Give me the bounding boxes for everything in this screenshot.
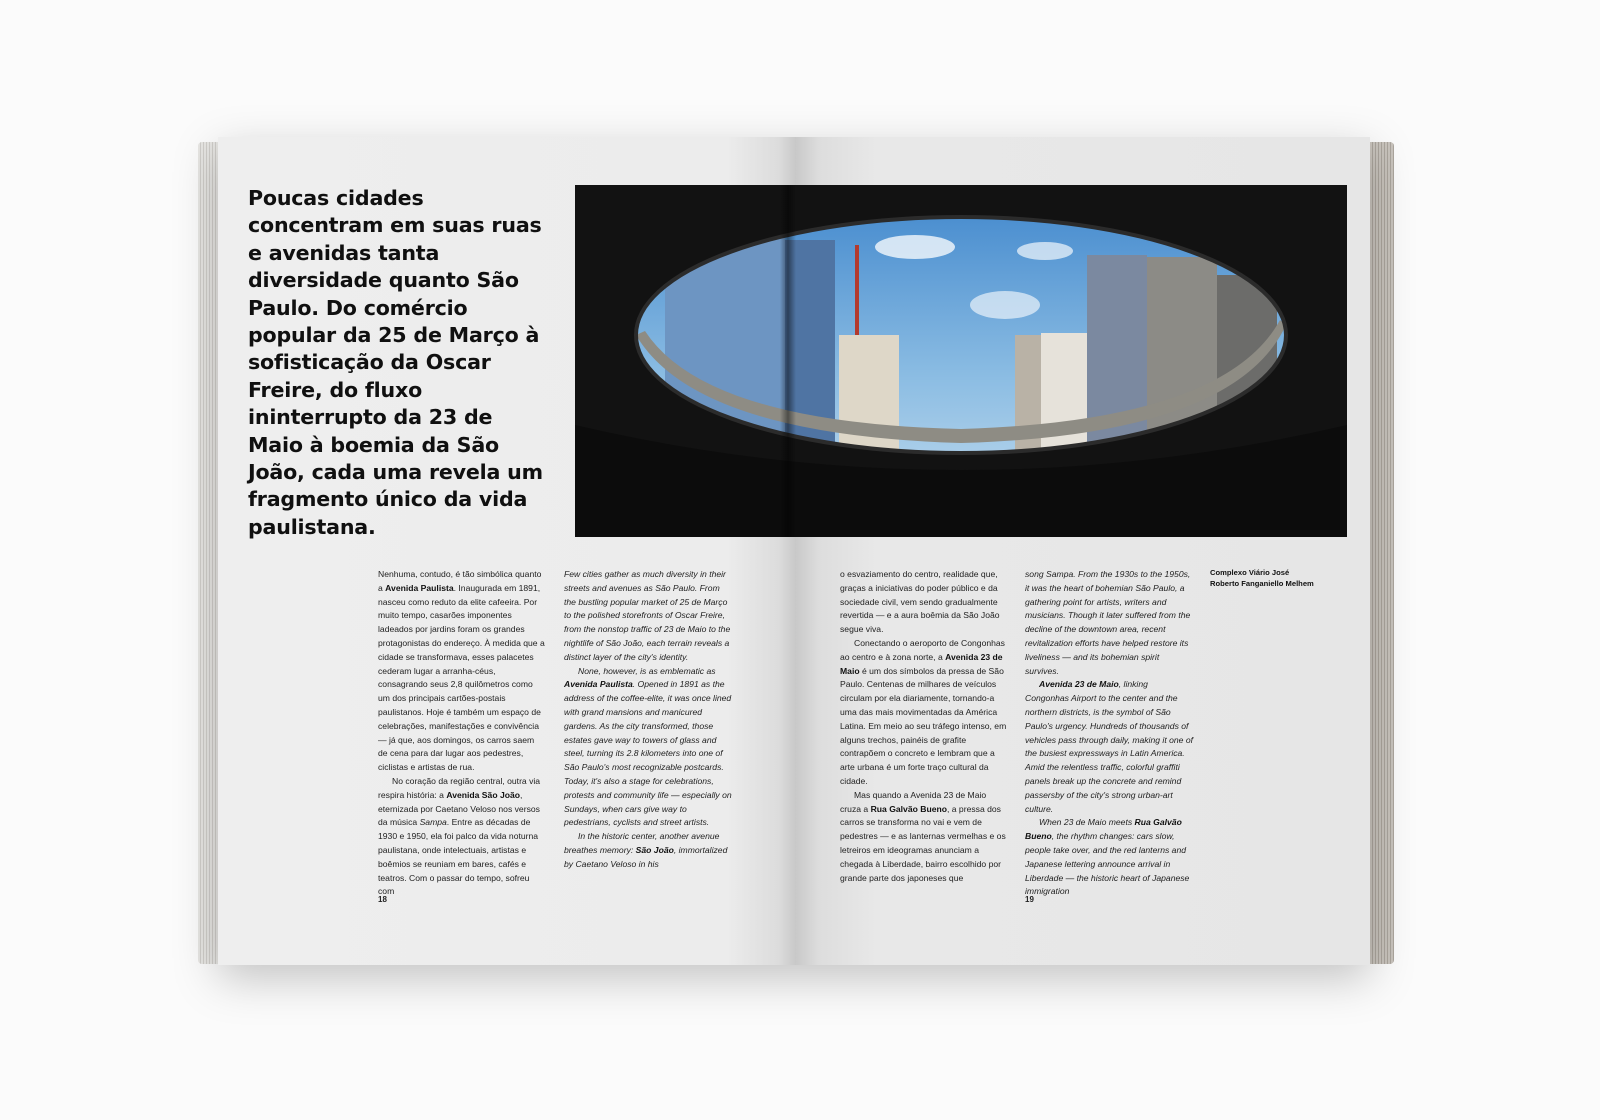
- text-run: In the historic center, another avenue breathes memory:: [564, 831, 720, 855]
- text-run: Conectando o aeroporto de Congonhas ao centro e à zona norte, a: [840, 637, 1005, 662]
- paragraph: [840, 789, 1008, 886]
- text-run: . Inaugurada em 1891, nasceu como reduto da elite cafeeira. Por muito tempo, casarões imponentes ladeados por jardins foram os grandes protagonistas do endereço. À medida que a cidade se transformava, esses palacetes cederam lugar a arranha-céus, consagrando seus 2,8 quilômetros como um dos principais cartões-postais paulistanos. Hoje é também um espaço de celebrações, manifestações e convivência — já que, aos domingos, os carros saem de cena para dar lugar aos pedestres, ciclistas e artistas de rua.: [378, 582, 545, 773]
- paragraph: Few cities gather as much diversity in their streets and avenues as São Paulo. From the bustling popular market of 25 de Março to the polished storefronts of Oscar Freire, from the nonstop traffic of 23 de Maio to the nightlife of São João, each terrain reveals a distinct layer of the city's identity.: [564, 569, 731, 662]
- paragraph: [564, 665, 732, 831]
- paragraph: o esvaziamento do centro, realidade que, graças a iniciativas do poder público e da sociedade civil, vem sendo gradualmente revertida — e a aura boêmia da São João segue viva.: [840, 569, 1000, 635]
- paragraph: song Sampa. From the 1930s to the 1950s, it was the heart of bohemian São Paulo, a gathering point for artists, writers and musicians. Though it later suffered from the decline of the downtown area, recent revitalization efforts have helped restore its liveliness — and its bohemian spirit survives.: [1025, 569, 1191, 676]
- page-number-left: 18: [378, 895, 387, 904]
- text-run: é um dos símbolos da pressa de São Paulo. Centenas de milhares de veículos circulam por ela diariamente, tornando-a uma das mais movimentadas da América Latina. Em meio ao seu tráfego intenso, em alguns trechos, painéis de grafite contrapõem o concreto e lembram que a arte urbana é um forte traço cultural da cidade.: [840, 665, 1007, 786]
- paragraph: [1025, 678, 1193, 816]
- text-run: . Opened in 1891 as the address of the coffee-elite, it was once lined with grand mansions and manicured gardens. As the city transformed, those estates gave way to towers of glass and steel, turning its 2.8 kilometers into one of São Paulo's most recognizable postcards. Today, it's also a stage for celebrations, protests and community life — especially on Sundays, when cars give way to pedestrians, cyclists and street artists.: [564, 679, 732, 828]
- caption-line: Roberto Fanganiello Melhem: [1210, 578, 1314, 588]
- paragraph: [378, 568, 546, 775]
- text-run: . Entre as décadas de 1930 e 1950, ela foi palco da vida noturna paulistana, onde intelectuais, artistas e boêmios se reuniam em bares, cafés e teatros. Com o passar do tempo, sofreu com: [378, 817, 539, 897]
- bold-run: Avenida 23 de Maio: [1039, 679, 1119, 690]
- bold-run: Avenida Paulista: [564, 679, 633, 690]
- photo-caption: [1210, 568, 1340, 589]
- paragraph: [378, 775, 546, 899]
- text-run: , immortalized by Caetano Veloso in his: [564, 844, 728, 869]
- text-run: None, however, is as emblematic as: [578, 665, 716, 676]
- text-column-pt-1: [378, 568, 546, 899]
- bold-run: Avenida São João: [446, 789, 521, 800]
- caption-line: Complexo Viário José: [1210, 568, 1290, 577]
- bold-run: Avenida 23 de Maio: [840, 651, 1003, 676]
- bold-run: Rua Galvão Bueno: [870, 803, 947, 814]
- text-run: , the rhythm changes: cars slow, people take over, and the red lanterns and Japanese lettering announce arrival in Liberdade — the historic heart of Japanese immigration: [1025, 831, 1190, 897]
- street-photo: [575, 185, 1347, 537]
- text-run: , linking Congonhas Airport to the center and the northern districts, is the symbol of São Paulo's urgency. Hundreds of thousands of vehicles pass through daily, making it one of the busiest expressways in Latin America. Amid the relentless traffic, colorful graffiti panels break up the concrete and remind passersby of the city's strong urban-art culture.: [1025, 679, 1193, 814]
- italic-run: Sampa: [419, 817, 447, 828]
- gutter-shadow: [780, 185, 796, 537]
- text-column-en-2: [1025, 568, 1193, 899]
- bold-run: Avenida Paulista: [385, 582, 454, 593]
- text-run: No coração da região central, outra via respira história: a: [378, 775, 541, 800]
- text-column-pt-2: [840, 568, 1008, 885]
- magazine-spread: [198, 137, 1394, 965]
- bold-run: Rua Galvão Bueno: [1025, 817, 1182, 842]
- text-run: Nenhuma, contudo, é tão simbólica quanto a: [378, 569, 542, 593]
- paragraph: [1025, 816, 1193, 899]
- text-run: , eternizada por Caetano Veloso nos versos da música: [378, 789, 540, 828]
- paragraph: [564, 830, 732, 871]
- text-run: , a pressa dos carros se transforma no vai e vem de pedestres — e as lanternas vermelhas e os letreiros em ideogramas anunciam a chegada à Liberdade, bairro escolhido por grande parte dos japoneses que: [840, 803, 1006, 883]
- bold-run: São João: [635, 844, 674, 855]
- text-run: When 23 de Maio meets: [1039, 817, 1135, 828]
- paragraph: [840, 637, 1008, 789]
- headline: Poucas cidades concentram em suas ruas e avenidas tanta diversidade quanto São Paulo. Do comércio popular da 25 de Março à sofisticação da Oscar Freire, do fluxo ininterrupto da 23 de Maio à boemia da São João, cada uma revela um fragmento único da vida paulistana.: [248, 186, 543, 539]
- page-number-right: 19: [1025, 895, 1034, 904]
- overpass-photo-illustration: [575, 185, 1347, 537]
- text-run: Mas quando a Avenida 23 de Maio cruza a: [840, 789, 987, 814]
- text-column-en-1: [564, 568, 732, 872]
